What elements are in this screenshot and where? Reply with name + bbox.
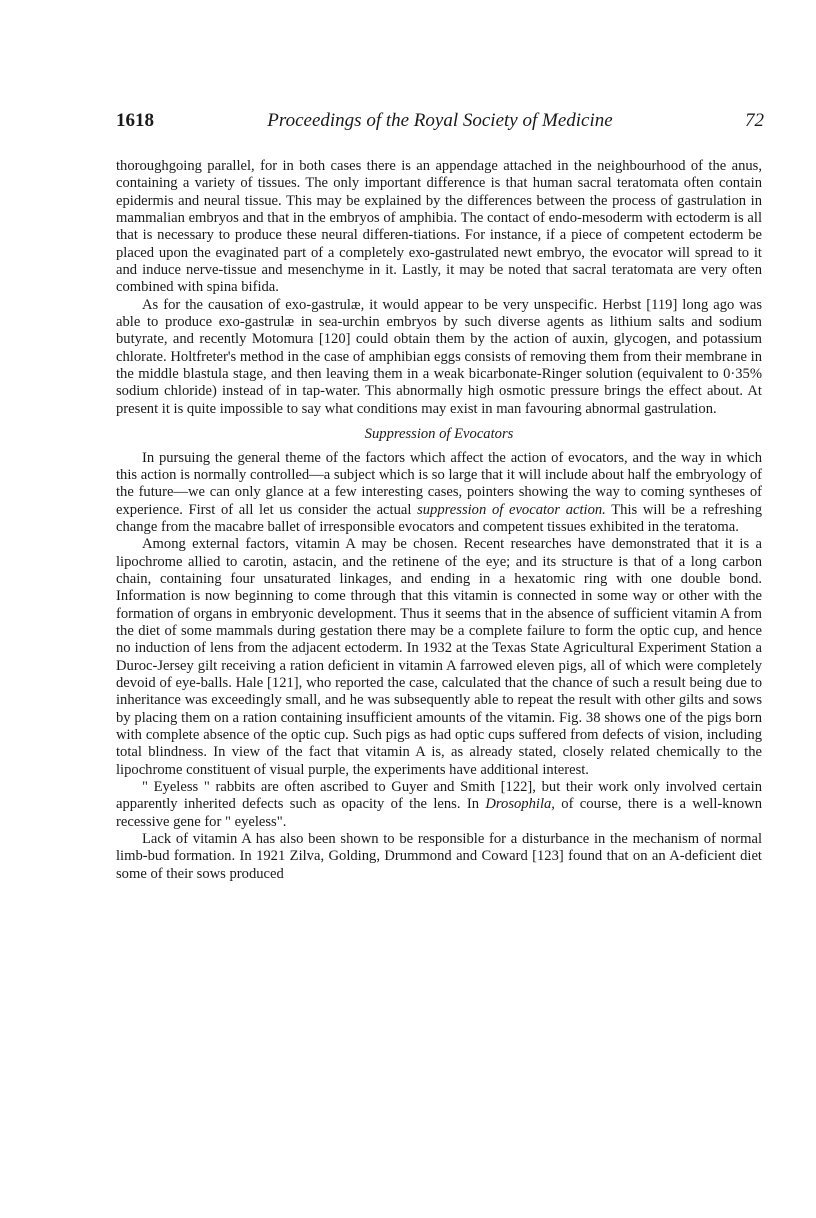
paragraph-continued: thoroughgoing parallel, for in both cases there is an appendage attached in the neighbourhood of the anus, containing a variety of tissues. The only important difference is that human sacral teratomata often contain epidermis and neural tissue. This may be explained by the differences between the process of gastrulation in mammalian embryos and that in the embryos of amphibia. The contact of endo-mesoderm with ectoderm is all that is necessary to produce these neural differen-tiations. For instance, if a piece of competent ectoderm be placed upon the evaginated part of a completely exo-gastrulated newt embryo, the evocator will spread to it and induce nerve-tissue and mesenchyme in it. Lastly, it may be noted that sacral teratomata are very often combined with spina bifida. <box>116 158 762 296</box>
text-run: " Eyeless " rabbits are often ascribed to Guyer and Smith [122], but their work only involved certain apparently inherited defects such as opacity of the lens. In <box>116 779 762 813</box>
paragraph-general-theme <box>116 450 762 537</box>
volume-number: 72 <box>745 110 764 131</box>
article-body <box>116 158 762 883</box>
emphasis-text: suppression of evocator action. <box>417 501 606 518</box>
emphasis-text: Drosophila, <box>485 796 555 813</box>
paragraph-vitamin-a: Among external factors, vitamin A may be chosen. Recent researches have demonstrated that it is a lipochrome allied to carotin, astacin, and the retinene of the eye; and its structure is that of a long carbon chain, containing four unsaturated linkages, and ending in a hexatomic ring with one double bond. Information is now beginning to come through that this vitamin is connected in some way or other with the formation of organs in embryonic development. Thus it seems that in the absence of sufficient vitamin A from the diet of some mammals during gestation there may be a complete failure to form the optic cup, and hence no induction of lens from the adjacent ectoderm. In 1932 at the Texas State Agricultural Experiment Station a Duroc-Jersey gilt receiving a ration deficient in vitamin A farrowed eleven pigs, all of which were completely devoid of eye-balls. Hale [121], who reported the case, calculated that the chance of such a result being due to inheritance was exceedingly small, and he was subsequently able to repeat the result with other gilts and sows by placing them on a ration containing insufficient amounts of the vitamin. Fig. 38 shows one of the pigs born with complete absence of the optic cup. Such pigs as had optic cups suffered from defects of vision, including total blindness. In view of the fact that vitamin A is, as already stated, closely related chemically to the lipochrome constituent of visual purple, the experiments have additional interest. <box>116 536 762 778</box>
paragraph-eyeless-rabbits <box>116 779 762 831</box>
section-heading: Suppression of Evocators <box>364 426 514 443</box>
text-run: In pursuing the general theme of the factors which affect the action of evocators, and the way in which this action is normally controlled—a subject which is so large that it will include about half the embryology of the future—we can only glance at a few interesting cases, pointers showing the way to coming syntheses of experience. First of all let us consider the actual <box>116 449 762 518</box>
journal-title: Proceedings of the Royal Society of Medicine <box>267 110 613 131</box>
paragraph-exo-gastrulae: As for the causation of exo-gastrulæ, it would appear to be very unspecific. Herbst [119] long ago was able to produce exo-gastrulæ in sea-urchin embryos by such diverse agents as lithium salts and sodium butyrate, and recently Motomura [120] could obtain them by the action of auxin, glycogen, and potassium chlorate. Holtfreter's method in the case of amphibian eggs consists of removing them from their membrane in the middle blastula stage, and then leaving them in a weak bicarbonate-Ringer solution (equivalent to 0·35% sodium chloride) instead of in tap-water. This abnormally high osmotic pressure brings the effect about. At present it is quite impossible to say what conditions may exist in man favouring abnormal gastrulation. <box>116 296 762 417</box>
page-number: 1618 <box>116 110 154 131</box>
running-header <box>116 110 764 140</box>
text-run: of course, there is a well-known recessive gene for " eyeless". <box>116 796 762 830</box>
paragraph-limb-bud: Lack of vitamin A has also been shown to be responsible for a disturbance in the mechanism of normal limb-bud formation. In 1921 Zilva, Golding, Drummond and Coward [123] found that on an A-deficient diet some of their sows produced <box>116 831 762 882</box>
text-run: This will be a refreshing change from the macabre ballet of irresponsible evocators and competent tissues exhibited in the teratoma. <box>116 501 762 535</box>
